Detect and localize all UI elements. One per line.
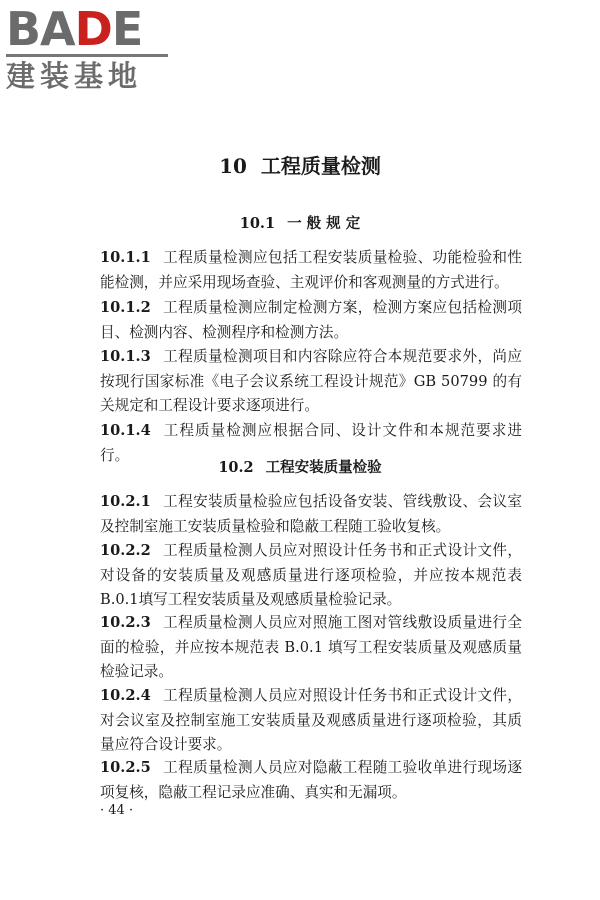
section-heading: 工程安装质量检验: [265, 459, 382, 476]
logo-wordmark: BADE: [6, 2, 143, 56]
chapter-heading: 工程质量检测: [260, 154, 381, 178]
chapter-number: 10: [219, 154, 247, 178]
clause: [100, 490, 522, 539]
clause-number: 10.1.2: [100, 299, 151, 316]
clause-number: 10.1.3: [100, 348, 151, 365]
clause-number: 10.2.4: [100, 687, 151, 704]
clause-text: 工程质量检测人员应对照施工图对管线敷设质量进行全面的检验，并应按本规范表 B.0.1 填写工程安装质量及观感质量检验记录。: [100, 614, 522, 680]
clause-text: 工程质量检测应制定检测方案，检测方案应包括检测项目、检测内容、检测程序和检测方法。: [100, 299, 522, 341]
section-heading: 一 般 规 定: [287, 215, 361, 232]
clause-number: 10.1.4: [100, 422, 151, 439]
section-number: 10.1: [239, 215, 276, 232]
clause-text: 工程质量检测应包括工程安装质量检验、功能检验和性能检测，并应采用现场查验、主观评价和客观测量的方式进行。: [100, 249, 522, 291]
clause: [100, 539, 522, 613]
chapter-title: [0, 150, 600, 179]
clause-text: 工程质量检测人员应对隐蔽工程随工验收单进行现场逐项复核，隐蔽工程记录应准确、真实和无漏项。: [100, 759, 522, 801]
page-number: · 44 ·: [100, 803, 134, 818]
section-number: 10.2: [218, 459, 254, 476]
clause: [100, 246, 522, 295]
clause-text: 工程质量检测项目和内容除应符合本规范要求外，尚应按现行国家标准《电子会议系统工程设计规范》GB 50799 的有关规定和工程设计要求逐项进行。: [100, 348, 522, 414]
clause: [100, 684, 522, 758]
clause-number: 10.2.5: [100, 759, 151, 776]
section-title: [0, 456, 600, 477]
clause-text: 工程安装质量检验应包括设备安装、管线敷设、会议室及控制室施工安装质量检验和隐蔽工程随工验收复核。: [100, 493, 522, 535]
section-title: [0, 212, 600, 233]
clause-text: 工程质量检测人员应对照设计任务书和正式设计文件，对会议室及控制室施工安装质量及观感质量进行逐项检验，其质量应符合设计要求。: [100, 687, 522, 753]
clause-number: 10.2.2: [100, 542, 151, 559]
clause: [100, 296, 522, 345]
logo-tagline: 建装基地: [6, 59, 143, 93]
clause: [100, 756, 522, 805]
clause: [100, 611, 522, 685]
clause: [100, 345, 522, 419]
clause-text: 工程质量检测人员应对照设计任务书和正式设计文件，对设备的安装质量及观感质量进行逐项检验，并应按本规范表B.0.1填写工程安装质量及观感质量检验记录。: [100, 542, 522, 608]
bade-logo: [6, 2, 176, 98]
clause-number: 10.2.3: [100, 614, 151, 631]
clause-number: 10.2.1: [100, 493, 151, 510]
clause-text: 工程质量检测应根据合同、设计文件和本规范要求进行。: [100, 422, 522, 464]
clause-number: 10.1.1: [100, 249, 151, 266]
